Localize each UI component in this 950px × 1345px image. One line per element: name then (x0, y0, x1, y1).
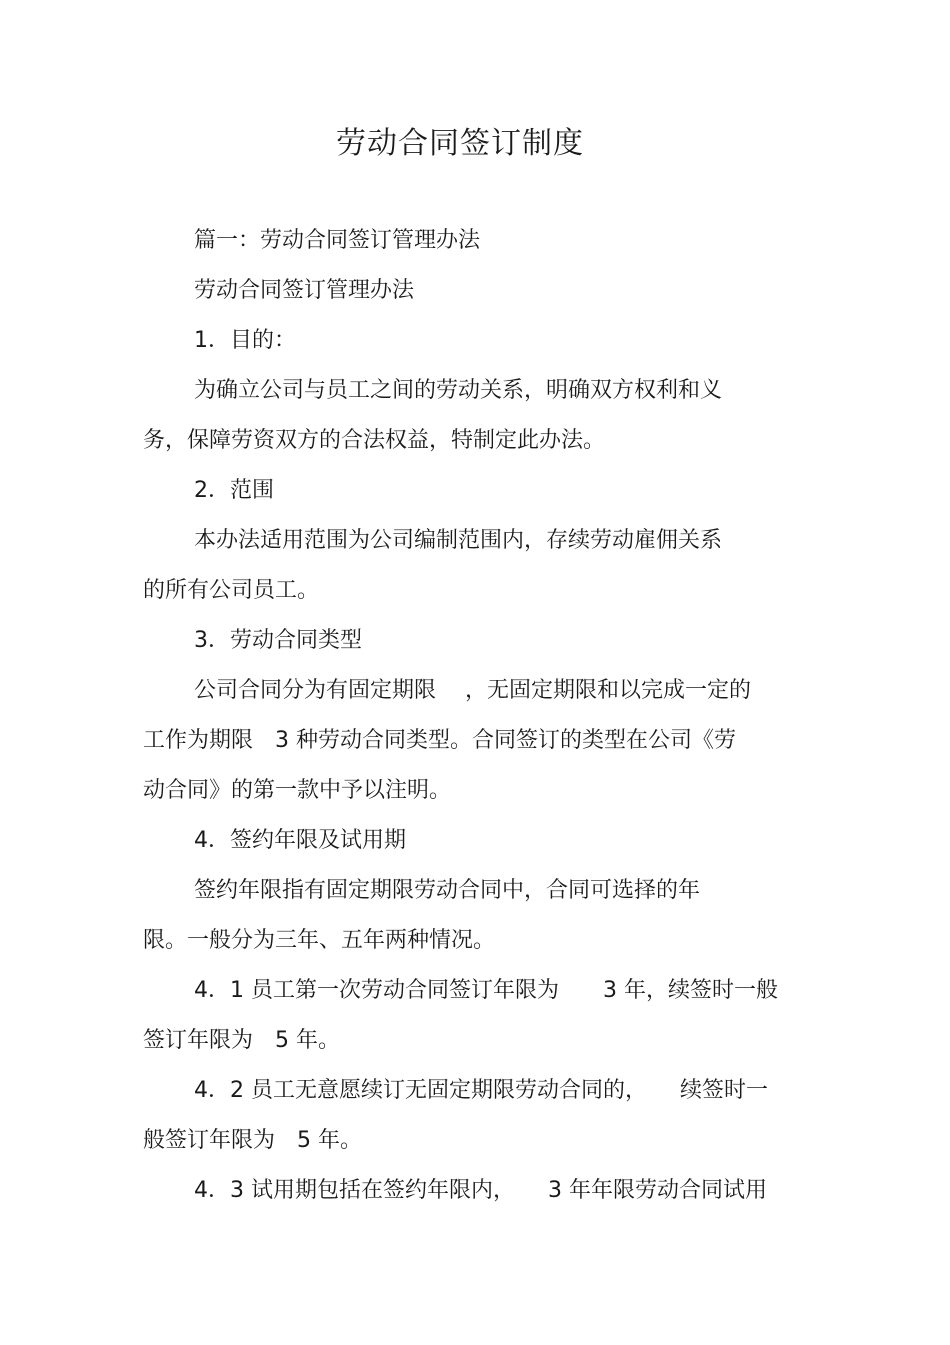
paragraph-line: 为确立公司与员工之间的劳动关系，明确双方权利和义 (194, 378, 723, 403)
paragraph-line: 限。一般分为三年、五年两种情况。 (143, 928, 496, 953)
paragraph-line: 的所有公司员工。 (143, 578, 320, 603)
clause-heading-scope: 2．范围 (194, 478, 274, 503)
paragraph-line: 4．2 员工无意愿续订无固定期限劳动合同的， 续签时一 (194, 1078, 768, 1103)
subtitle: 劳动合同签订管理办法 (194, 278, 415, 303)
paragraph-line: 公司合同分为有固定期限 ，无固定期限和以完成一定的 (194, 678, 751, 703)
paragraph-line: 签订年限为 5 年。 (143, 1028, 340, 1053)
paragraph-line: 4．3 试用期包括在签约年限内， 3 年年限劳动合同试用 (194, 1178, 767, 1203)
clause-heading-purpose: 1．目的： (194, 328, 296, 353)
clause-heading-types: 3．劳动合同类型 (194, 628, 362, 653)
paragraph-line: 4．1 员工第一次劳动合同签订年限为 3 年，续签时一般 (194, 978, 778, 1003)
paragraph-line: 签约年限指有固定期限劳动合同中，合同可选择的年 (194, 878, 701, 903)
paragraph-line: 动合同》的第一款中予以注明。 (143, 778, 452, 803)
paragraph-line: 工作为期限 3 种劳动合同类型。合同签订的类型在公司《劳 (143, 728, 736, 753)
clause-heading-term: 4．签约年限及试用期 (194, 828, 406, 853)
section-heading-1: 篇一：劳动合同签订管理办法 (194, 228, 481, 253)
paragraph-line: 本办法适用范围为公司编制范围内，存续劳动雇佣关系 (194, 528, 723, 553)
paragraph-line: 般签订年限为 5 年。 (143, 1128, 362, 1153)
document-title: 劳动合同签订制度 (336, 126, 584, 161)
paragraph-line: 务，保障劳资双方的合法权益，特制定此办法。 (143, 428, 606, 453)
